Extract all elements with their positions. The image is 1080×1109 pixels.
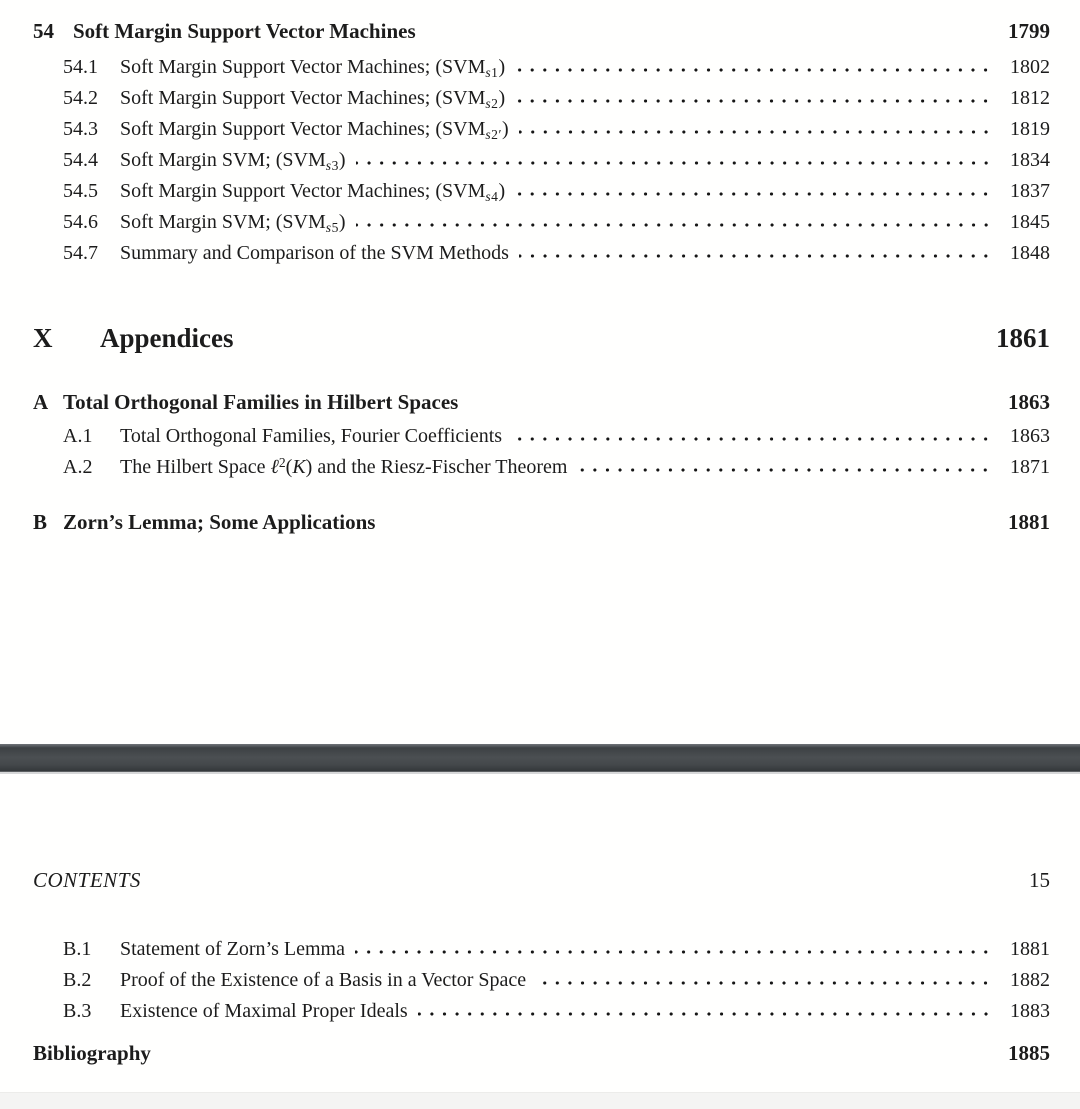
bottom-strip [0, 1092, 1080, 1109]
toc-entry-54-7[interactable] [33, 240, 1050, 271]
entry-number: 54 [33, 18, 54, 43]
entry-number: X [33, 322, 53, 353]
entry-page-number: 1861 [996, 322, 1050, 353]
running-head-page-number: 15 [1029, 868, 1050, 892]
toc-entry-a-2[interactable] [33, 454, 1050, 485]
entry-title: Summary and Comparison of the SVM Methods [120, 242, 509, 264]
dot-leader [515, 178, 992, 197]
toc-entry-54-4[interactable] [33, 147, 1050, 178]
running-head [33, 868, 1050, 893]
entry-title: Statement of Zorn’s Lemma [120, 938, 345, 960]
toc-list-upper [33, 18, 1050, 537]
entry-title: Proof of the Existence of a Basis in a Vector Space [120, 969, 527, 991]
entry-title: Soft Margin Support Vector Machines; $(SVM_{s1})$ [120, 56, 506, 80]
entry-page-number: 1882 [1010, 969, 1050, 991]
entry-number: 54.3 [63, 118, 98, 140]
entry-number: 54.7 [63, 242, 98, 264]
entry-page-number: 1881 [1010, 938, 1050, 960]
entry-page-number: 1881 [1008, 509, 1050, 534]
entry-title: Zorn’s Lemma; Some Applications [63, 509, 376, 534]
toc-entry-b[interactable] [33, 509, 1050, 537]
entry-title: Total Orthogonal Families, Fourier Coefficients [120, 425, 503, 447]
entry-title: Appendices [100, 322, 234, 353]
dot-leader [468, 389, 992, 409]
entry-page-number: 1799 [1008, 18, 1050, 43]
toc-entry-b-2[interactable] [33, 967, 1050, 998]
entry-title: Soft Margin SVM; $(SVM_{s5})$ [120, 211, 346, 235]
entry-page-number: 1863 [1008, 389, 1050, 414]
dot-leader [355, 936, 992, 955]
entry-number: A.1 [63, 425, 93, 447]
dot-leader [519, 116, 992, 135]
entry-page-number: 1802 [1010, 56, 1050, 78]
entry-title: Total Orthogonal Families in Hilbert Spaces [63, 389, 459, 414]
entry-number: A.2 [63, 456, 93, 478]
toc-entry-54-3[interactable] [33, 116, 1050, 147]
dot-leader [426, 18, 992, 38]
entry-number: B.3 [63, 1000, 92, 1022]
toc-entry-54-5[interactable] [33, 178, 1050, 209]
dot-leader [418, 998, 992, 1017]
entry-title: Soft Margin SVM; $(SVM_{s3})$ [120, 149, 346, 173]
entry-page-number: 1819 [1010, 118, 1050, 140]
entry-page-number: 1848 [1010, 242, 1050, 264]
entry-number: A [33, 389, 49, 414]
toc-entry-54-6[interactable] [33, 209, 1050, 240]
entry-title: Bibliography [33, 1040, 151, 1065]
entry-number: 54.2 [63, 87, 98, 109]
page-separator [0, 744, 1080, 774]
entry-page-number: 1845 [1010, 211, 1050, 233]
dot-leader [577, 454, 992, 473]
toc-entry-a-1[interactable] [33, 423, 1050, 454]
entry-title: Soft Margin Support Vector Machines; $(SVM_{s4})$ [120, 180, 506, 204]
entry-number: B [33, 509, 48, 534]
entry-page-number: 1883 [1010, 1000, 1050, 1022]
running-head-title: CONTENTS [33, 868, 141, 892]
entry-title: The Hilbert Space ℓ$^2$(K) and the Riesz-Fischer Theorem [120, 454, 568, 478]
entry-number: 54.6 [63, 211, 98, 233]
entry-number: 54.5 [63, 180, 98, 202]
toc-page-lower [0, 774, 1080, 1092]
toc-entry-a[interactable] [33, 389, 1050, 417]
entry-title: Soft Margin Support Vector Machines; $(SVM_{s2'})$ [120, 118, 509, 142]
dot-leader [244, 321, 984, 347]
entry-number: B.1 [63, 938, 92, 960]
dot-leader [515, 54, 992, 73]
entry-number: B.2 [63, 969, 92, 991]
toc-list-lower [33, 936, 1050, 1068]
toc-entry-b-1[interactable] [33, 936, 1050, 967]
entry-page-number: 1812 [1010, 87, 1050, 109]
entry-title: Soft Margin Support Vector Machines [73, 18, 416, 43]
toc-entry-54-1[interactable] [33, 54, 1050, 85]
toc-entry-b-3[interactable] [33, 998, 1050, 1029]
entry-number: 54.4 [63, 149, 98, 171]
dot-leader [385, 509, 992, 529]
toc-entry-54[interactable] [33, 18, 1050, 46]
dot-leader [512, 423, 992, 442]
dot-leader [519, 240, 992, 259]
entry-page-number: 1885 [1008, 1040, 1050, 1065]
toc-entry-bibliography[interactable] [33, 1040, 1050, 1068]
entry-title: Soft Margin Support Vector Machines; $(SVM_{s2})$ [120, 87, 506, 111]
dot-leader [515, 85, 992, 104]
entry-page-number: 1863 [1010, 425, 1050, 447]
dot-leader [161, 1040, 992, 1060]
dot-leader [536, 967, 992, 986]
entry-title: Existence of Maximal Proper Ideals [120, 1000, 408, 1022]
entry-page-number: 1871 [1010, 456, 1050, 478]
toc-entry-54-2[interactable] [33, 85, 1050, 116]
entry-page-number: 1837 [1010, 180, 1050, 202]
entry-page-number: 1834 [1010, 149, 1050, 171]
entry-number: 54.1 [63, 56, 98, 78]
dot-leader [356, 147, 992, 166]
dot-leader [356, 209, 992, 228]
toc-entry-x[interactable] [33, 321, 1050, 359]
